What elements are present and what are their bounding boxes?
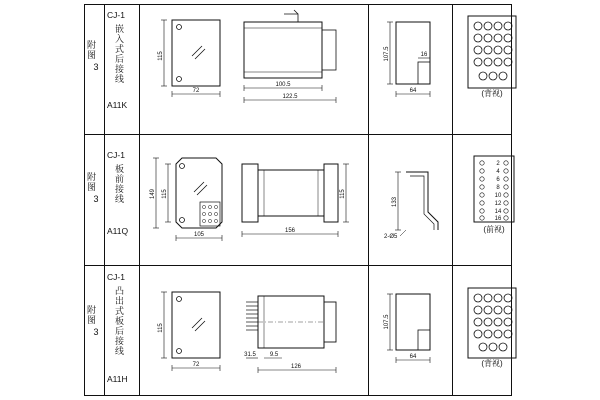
view-panel-cutout-row3 <box>378 286 450 382</box>
svg-text:9.5: 9.5 <box>269 352 279 358</box>
caption-row3: (背视) <box>481 359 503 368</box>
type-text-row3: 凸出式板后接线 <box>114 286 124 356</box>
svg-text:12: 12 <box>494 201 502 207</box>
svg-text:64: 64 <box>409 88 417 94</box>
svg-text:149: 149 <box>150 188 156 200</box>
type-text-row2: 板前接线 <box>114 164 124 204</box>
svg-text:2: 2 <box>496 161 500 167</box>
view-side-outline-row2 <box>234 150 358 254</box>
svg-text:107.5: 107.5 <box>384 46 390 62</box>
col-divider-views <box>368 4 369 396</box>
model-row3: CJ-1 <box>107 272 125 282</box>
view-panel-cutout-row1 <box>378 14 450 114</box>
svg-text:14: 14 <box>494 209 502 215</box>
svg-text:107.5: 107.5 <box>384 314 390 330</box>
svg-text:115: 115 <box>162 189 168 199</box>
caption-row2: (前视) <box>483 225 505 234</box>
col-divider-terminals <box>452 4 453 396</box>
view-front-outline-row3 <box>146 282 236 382</box>
svg-text:8: 8 <box>496 185 500 191</box>
view-terminal-layout-row1 <box>464 12 520 98</box>
type-cell-row2 <box>107 150 137 236</box>
svg-text:72: 72 <box>192 88 200 94</box>
view-front-outline-row2 <box>146 152 238 252</box>
code-row3: A11H <box>107 374 128 384</box>
col-divider-type <box>139 4 140 396</box>
svg-text:122.5: 122.5 <box>282 94 298 100</box>
svg-text:133: 133 <box>392 196 398 208</box>
model-row1: CJ-1 <box>107 10 125 20</box>
figure-label-row3: 附图 3 <box>86 305 99 337</box>
code-row2: A11Q <box>107 226 129 236</box>
row-divider-2 <box>84 265 512 266</box>
svg-text:16: 16 <box>494 216 502 222</box>
figure-label-row1: 附图 3 <box>86 40 99 72</box>
type-cell-row1 <box>107 10 137 110</box>
caption-row1: (背视) <box>481 89 503 98</box>
row-divider-1 <box>84 134 512 135</box>
view-side-outline-row1 <box>232 8 352 116</box>
svg-text:115: 115 <box>158 51 164 61</box>
svg-text:64: 64 <box>409 354 417 360</box>
svg-text:100.5: 100.5 <box>275 82 291 88</box>
svg-text:126: 126 <box>290 364 302 370</box>
svg-text:105: 105 <box>193 232 205 238</box>
svg-text:6: 6 <box>496 177 500 183</box>
svg-text:2-Ø5: 2-Ø5 <box>384 234 398 240</box>
svg-text:156: 156 <box>284 228 296 234</box>
type-cell-row3 <box>107 272 137 384</box>
type-text-row1: 嵌入式后接线 <box>114 24 124 84</box>
code-row1: A11K <box>107 100 128 110</box>
svg-text:115: 115 <box>340 189 346 199</box>
svg-text:72: 72 <box>192 362 200 368</box>
view-side-outline-row3 <box>230 278 356 384</box>
svg-text:4: 4 <box>496 169 500 175</box>
view-bracket-detail-row2 <box>380 160 450 250</box>
svg-text:10: 10 <box>494 193 502 199</box>
svg-text:16: 16 <box>420 52 428 58</box>
svg-text:31.5: 31.5 <box>244 352 256 358</box>
svg-text:115: 115 <box>158 323 164 333</box>
view-terminal-layout-row3 <box>464 284 520 368</box>
view-front-outline-row1 <box>146 12 236 112</box>
figure-label-row2: 附图 3 <box>86 172 99 204</box>
view-terminal-layout-row2 <box>468 152 520 234</box>
model-row2: CJ-1 <box>107 150 125 160</box>
